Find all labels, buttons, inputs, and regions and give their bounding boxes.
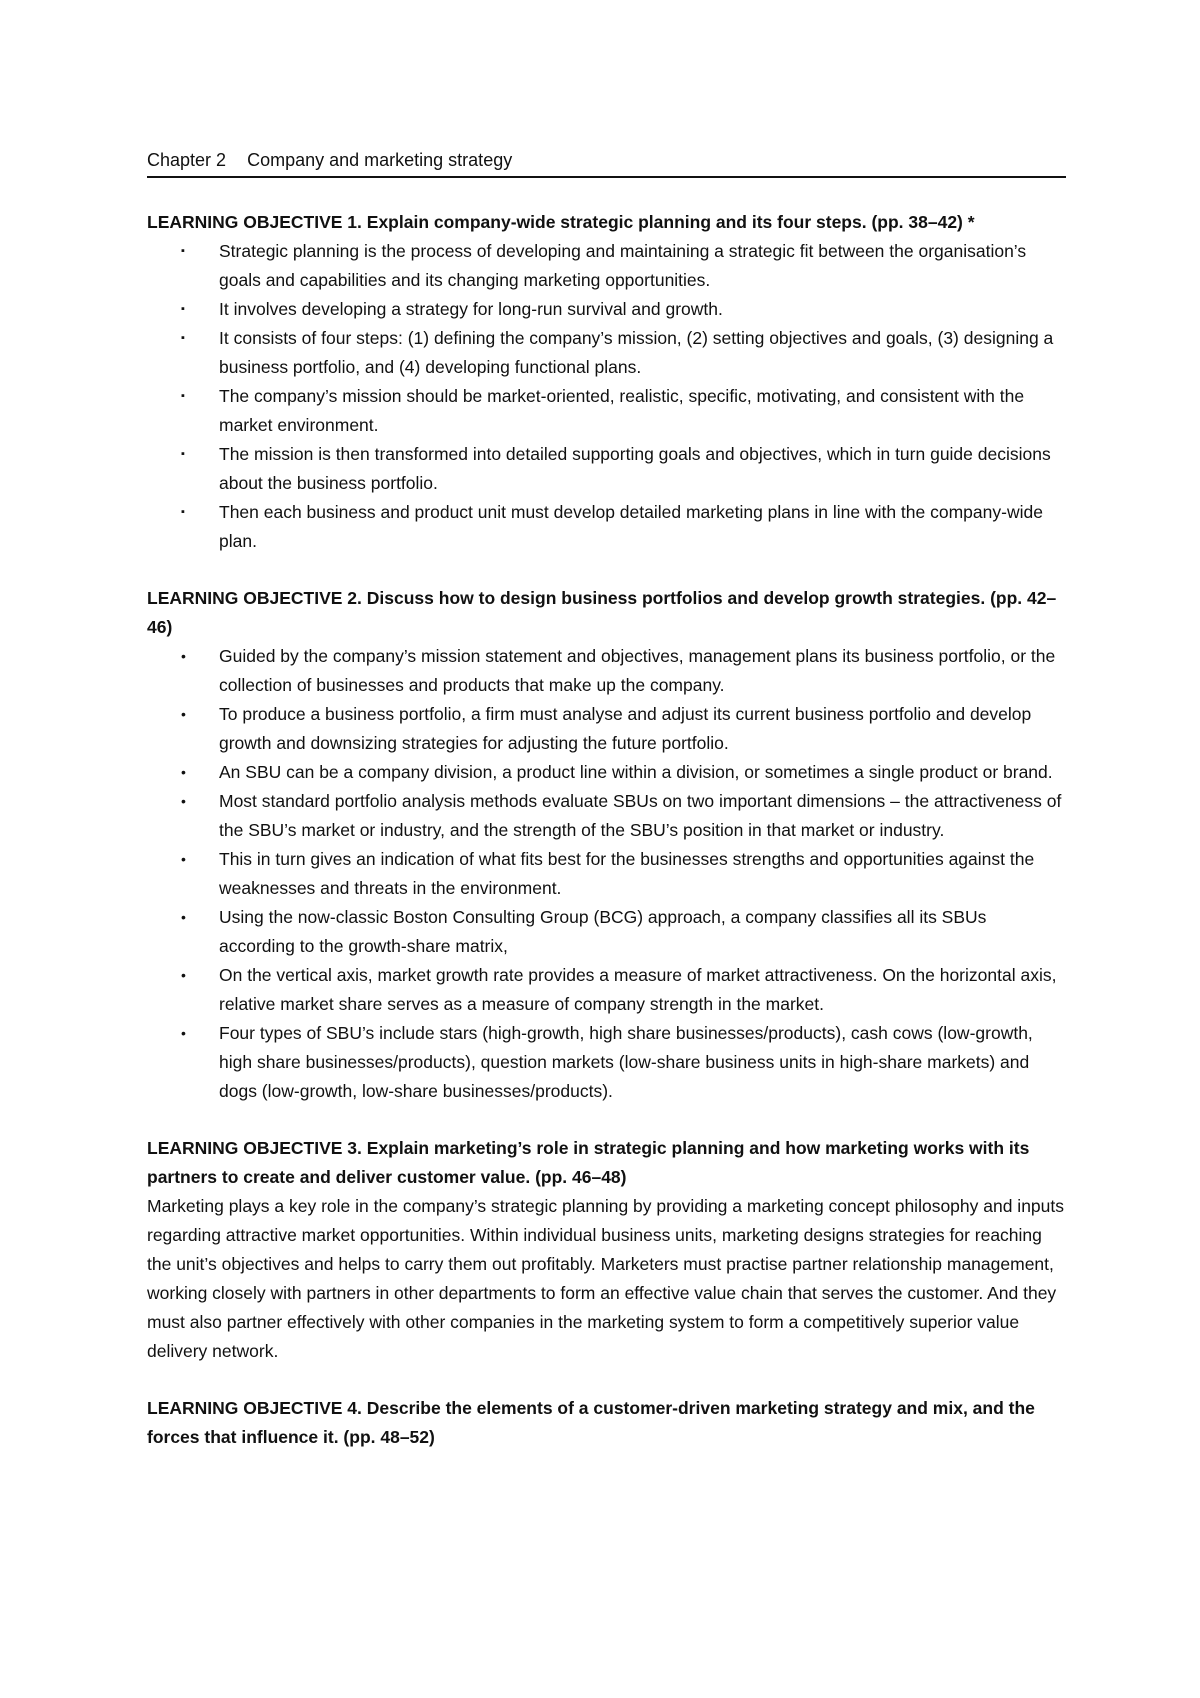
list-item: • To produce a business portfolio, a firm must analyse and adjust its current business portfolio and develop growth and downsizing strategies for adjusting the future portfolio.	[147, 700, 1066, 758]
bullet-icon: ▪	[181, 245, 185, 257]
bullet-icon: ▪	[181, 390, 185, 402]
bullet-list	[147, 237, 1066, 556]
section-heading	[147, 208, 1066, 237]
page-header	[147, 148, 1066, 178]
learning-objective-1	[147, 208, 1066, 556]
heading-lead: LEARNING OBJECTIVE 3.	[147, 1138, 362, 1158]
list-item: • Four types of SBU’s include stars (high-growth, high share businesses/products), cash cows (low-growth, high share businesses/products), question markets (low-share business units in high-share markets) and dogs (low-growth, low-share businesses/products).	[147, 1019, 1066, 1106]
bullet-icon: •	[181, 909, 186, 925]
heading-text: Explain company-wide strategic planning and its four steps. (pp. 38–42) *	[366, 212, 975, 232]
heading-text: Explain marketing’s role in strategic planning and how marketing works with its partners to create and deliver customer value. (pp. 46–48)	[147, 1138, 1030, 1187]
bullet-icon: ▪	[181, 303, 185, 315]
list-item: ▪ It involves developing a strategy for long-run survival and growth.	[147, 295, 1066, 324]
bullet-icon: •	[181, 793, 186, 809]
list-item: ▪ The mission is then transformed into detailed supporting goals and objectives, which in turn guide decisions about the business portfolio.	[147, 440, 1066, 498]
list-item: • An SBU can be a company division, a product line within a division, or sometimes a single product or brand.	[147, 758, 1066, 787]
bullet-icon: •	[181, 967, 186, 983]
section-paragraph: Marketing plays a key role in the company’s strategic planning by providing a marketing concept philosophy and inputs regarding attractive market opportunities. Within individual business units, marketing designs strategies for reaching the unit’s objectives and helps to carry them out profitably. Marketers must practise partner relationship management, working closely with partners in other departments to form an effective value chain that serves the customer. And they must also partner effectively with other companies in the marketing system to form a competitively superior value delivery network.	[147, 1196, 1065, 1361]
section-heading	[147, 1134, 1066, 1192]
bullet-icon: •	[181, 764, 186, 780]
bullet-icon: ▪	[181, 332, 185, 344]
bullet-icon: ▪	[181, 448, 185, 460]
list-item: ▪ It consists of four steps: (1) defining the company’s mission, (2) setting objectives and goals, (3) designing a business portfolio, and (4) developing functional plans.	[147, 324, 1066, 382]
chapter-title: Company and marketing strategy	[247, 150, 513, 170]
learning-objective-4	[147, 1394, 1066, 1452]
chapter-number: Chapter 2	[147, 150, 227, 170]
list-item: ▪ The company’s mission should be market-oriented, realistic, specific, motivating, and consistent with the market environment.	[147, 382, 1066, 440]
heading-lead: LEARNING OBJECTIVE 1.	[147, 212, 362, 232]
heading-text: Describe the elements of a customer-driven marketing strategy and mix, and the forces that influence it. (pp. 48–52)	[147, 1398, 1035, 1447]
bullet-icon: •	[181, 1025, 186, 1041]
list-item: • On the vertical axis, market growth rate provides a measure of market attractiveness. On the horizontal axis, relative market share serves as a measure of company strength in the market.	[147, 961, 1066, 1019]
list-item: • Using the now-classic Boston Consulting Group (BCG) approach, a company classifies all its SBUs according to the growth-share matrix,	[147, 903, 1066, 961]
bullet-icon: •	[181, 706, 186, 722]
list-item: ▪ Then each business and product unit must develop detailed marketing plans in line with the company-wide plan.	[147, 498, 1066, 556]
list-item: • This in turn gives an indication of what fits best for the businesses strengths and opportunities against the weaknesses and threats in the environment.	[147, 845, 1066, 903]
heading-text: Discuss how to design business portfolios and develop growth strategies. (pp. 42–46)	[147, 588, 1057, 637]
section-heading	[147, 1394, 1066, 1452]
bullet-list	[147, 642, 1066, 1106]
learning-objective-3	[147, 1134, 1066, 1366]
bullet-icon: ▪	[181, 506, 185, 518]
list-item: • Most standard portfolio analysis methods evaluate SBUs on two important dimensions – the attractiveness of the SBU’s market or industry, and the strength of the SBU’s position in that market or industry.	[147, 787, 1066, 845]
document-page	[147, 148, 1066, 1452]
bullet-icon: •	[181, 851, 186, 867]
heading-lead: LEARNING OBJECTIVE 2.	[147, 588, 362, 608]
section-heading	[147, 584, 1066, 642]
learning-objective-2	[147, 584, 1066, 1106]
heading-lead: LEARNING OBJECTIVE 4.	[147, 1398, 362, 1418]
list-item: ▪ Strategic planning is the process of developing and maintaining a strategic fit between the organisation’s goals and capabilities and its changing marketing opportunities.	[147, 237, 1066, 295]
bullet-icon: •	[181, 648, 186, 664]
list-item: • Guided by the company’s mission statement and objectives, management plans its business portfolio, or the collection of businesses and products that make up the company.	[147, 642, 1066, 700]
